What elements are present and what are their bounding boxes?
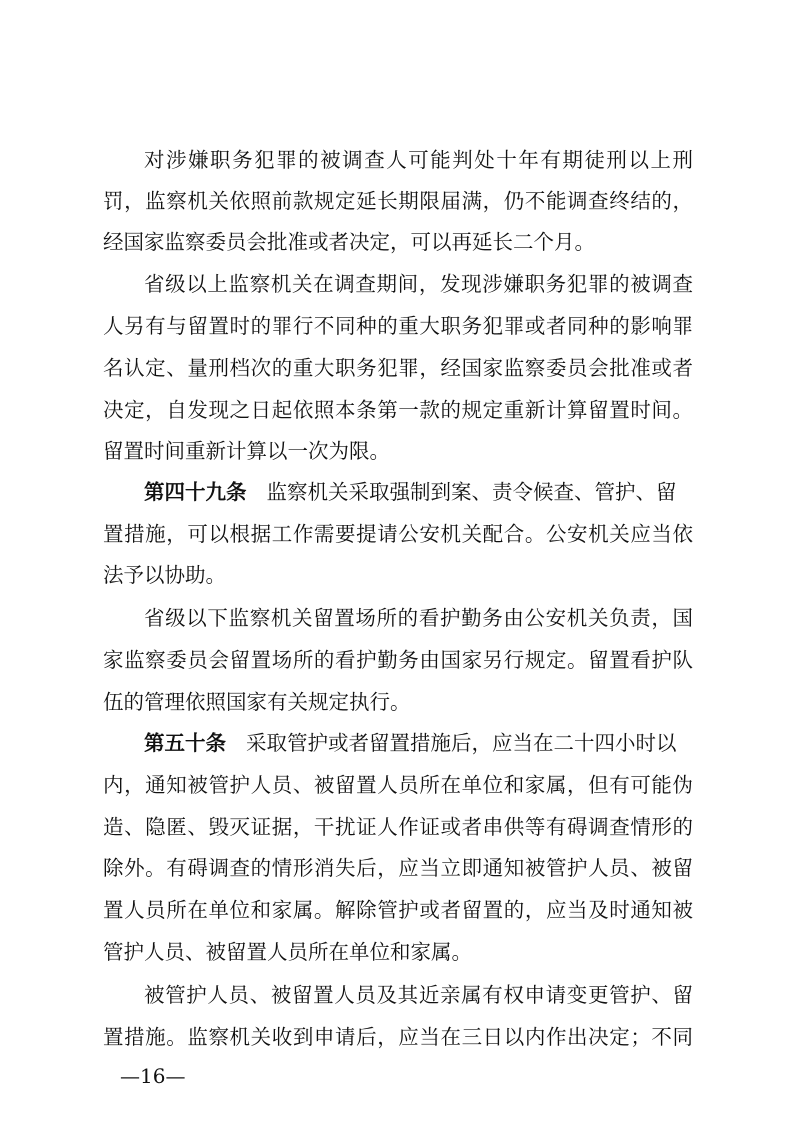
text-line: 省级以下监察机关留置场所的看护勤务由公安机关负责，国 <box>144 606 693 630</box>
text-line: 省级以上监察机关在调查期间，发现涉嫌职务犯罪的被调查 <box>144 272 693 296</box>
text-line: 对涉嫌职务犯罪的被调查人可能判处十年有期徒刑以上刑 <box>144 148 693 172</box>
text-line: 家监察委员会留置场所的看护勤务由国家另行规定。留置看护队 <box>103 648 693 672</box>
text-line: 罚，监察机关依照前款规定延长期限届满，仍不能调查终结的， <box>103 189 693 213</box>
page-number: —16— <box>120 1064 186 1088</box>
text-line: 名认定、量刑档次的重大职务犯罪，经国家监察委员会批准或者 <box>103 356 693 380</box>
text-line: 伍的管理依照国家有关规定执行。 <box>103 690 411 714</box>
text-line: 内，通知被管护人员、被留置人员所在单位和家属，但有可能伪 <box>103 773 693 797</box>
article-50-heading: 第五十条 <box>144 731 226 755</box>
text-line: 除外。有碍调查的情形消失后，应当立即通知被管护人员、被留 <box>103 856 693 880</box>
text-line: 人另有与留置时的罪行不同种的重大职务犯罪或者同种的影响罪 <box>103 314 693 338</box>
text-line: 经国家监察委员会批准或者决定，可以再延长二个月。 <box>103 230 595 254</box>
article-50-first-line <box>144 723 693 763</box>
text-line: 留置时间重新计算以一次为限。 <box>103 439 390 463</box>
text-line: 决定，自发现之日起依照本条第一款的规定重新计算留置时间。 <box>103 398 693 422</box>
text-line: 置措施。监察机关收到申请后，应当在三日以内作出决定；不同 <box>103 1025 693 1049</box>
text-line: 法予以协助。 <box>103 563 226 587</box>
text-line: 置人员所在单位和家属。解除管护或者留置的，应当及时通知被 <box>103 898 693 922</box>
article-49-first-line <box>144 472 693 512</box>
text-line: 管护人员、被留置人员所在单位和家属。 <box>103 940 472 964</box>
text-line: 被管护人员、被留置人员及其近亲属有权申请变更管护、留 <box>144 983 693 1007</box>
text-line: 采取管护或者留置措施后，应当在二十四小时以 <box>246 731 677 755</box>
text-line: 监察机关采取强制到案、责令候查、管护、留 <box>266 480 677 504</box>
text-line: 造、隐匿、毁灭证据，干扰证人作证或者串供等有碍调查情形的 <box>103 815 693 839</box>
text-line: 置措施，可以根据工作需要提请公安机关配合。公安机关应当依 <box>103 522 693 546</box>
article-49-heading: 第四十九条 <box>144 480 247 504</box>
